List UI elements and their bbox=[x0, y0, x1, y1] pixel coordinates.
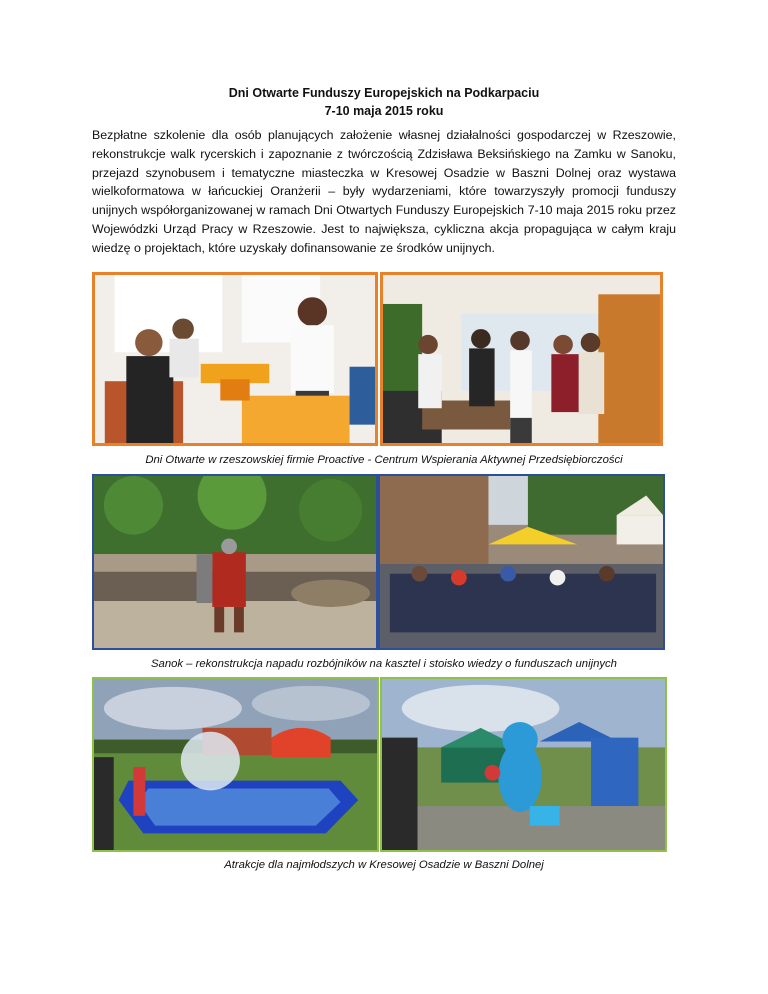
photo-office-training bbox=[92, 272, 378, 446]
document-date: 7-10 maja 2015 roku bbox=[324, 104, 444, 118]
document-title: Dni Otwarte Funduszy Europejskich na Podkarpaciu bbox=[228, 86, 540, 100]
caption-proactive: Dni Otwarte w rzeszowskiej firmie Proactive - Centrum Wspierania Aktywnej Przedsiębiorczości bbox=[145, 454, 623, 466]
caption-sanok: Sanok – rekonstrukcja napadu rozbójników na kasztel i stoisko wiedzy o funduszach unijnych bbox=[151, 658, 617, 670]
photo-knight-reenactment bbox=[92, 474, 378, 650]
photo-mascot-festival bbox=[380, 677, 667, 852]
photo-office-meeting bbox=[380, 272, 663, 446]
photo-eu-fund-stand bbox=[378, 474, 665, 650]
caption-basznia: Atrakcje dla najmłodszych w Kresowej Osadzie w Baszni Dolnej bbox=[224, 859, 544, 871]
photo-water-ball-pool bbox=[92, 677, 379, 852]
intro-paragraph: Bezpłatne szkolenie dla osób planujących założenie własnej działalności gospodarczej w Rzeszowie, rekonstrukcje walk rycerskich i zapoznanie z twórczością Zdzisława Beksińskiego na Zamku w Sanoku, przejazd szynobusem i tematyczne miasteczka w Kresowej Osadzie w Baszni Dolnej oraz wystawa wielkoformatowa w łańcuckiej Oranżerii – były wydarzeniami, które towarzyszyły promocji funduszy unijnych współorganizowanej w ramach Dni Otwartych Funduszy Europejskich 7-10 maja 2015 roku przez Wojewódzki Urząd Pracy w Rzeszowie. Jest to największa, cykliczna akcja propagująca w całym kraju wiedzę o projektach, które uzyskały dofinansowanie ze środków unijnych. bbox=[92, 128, 676, 255]
